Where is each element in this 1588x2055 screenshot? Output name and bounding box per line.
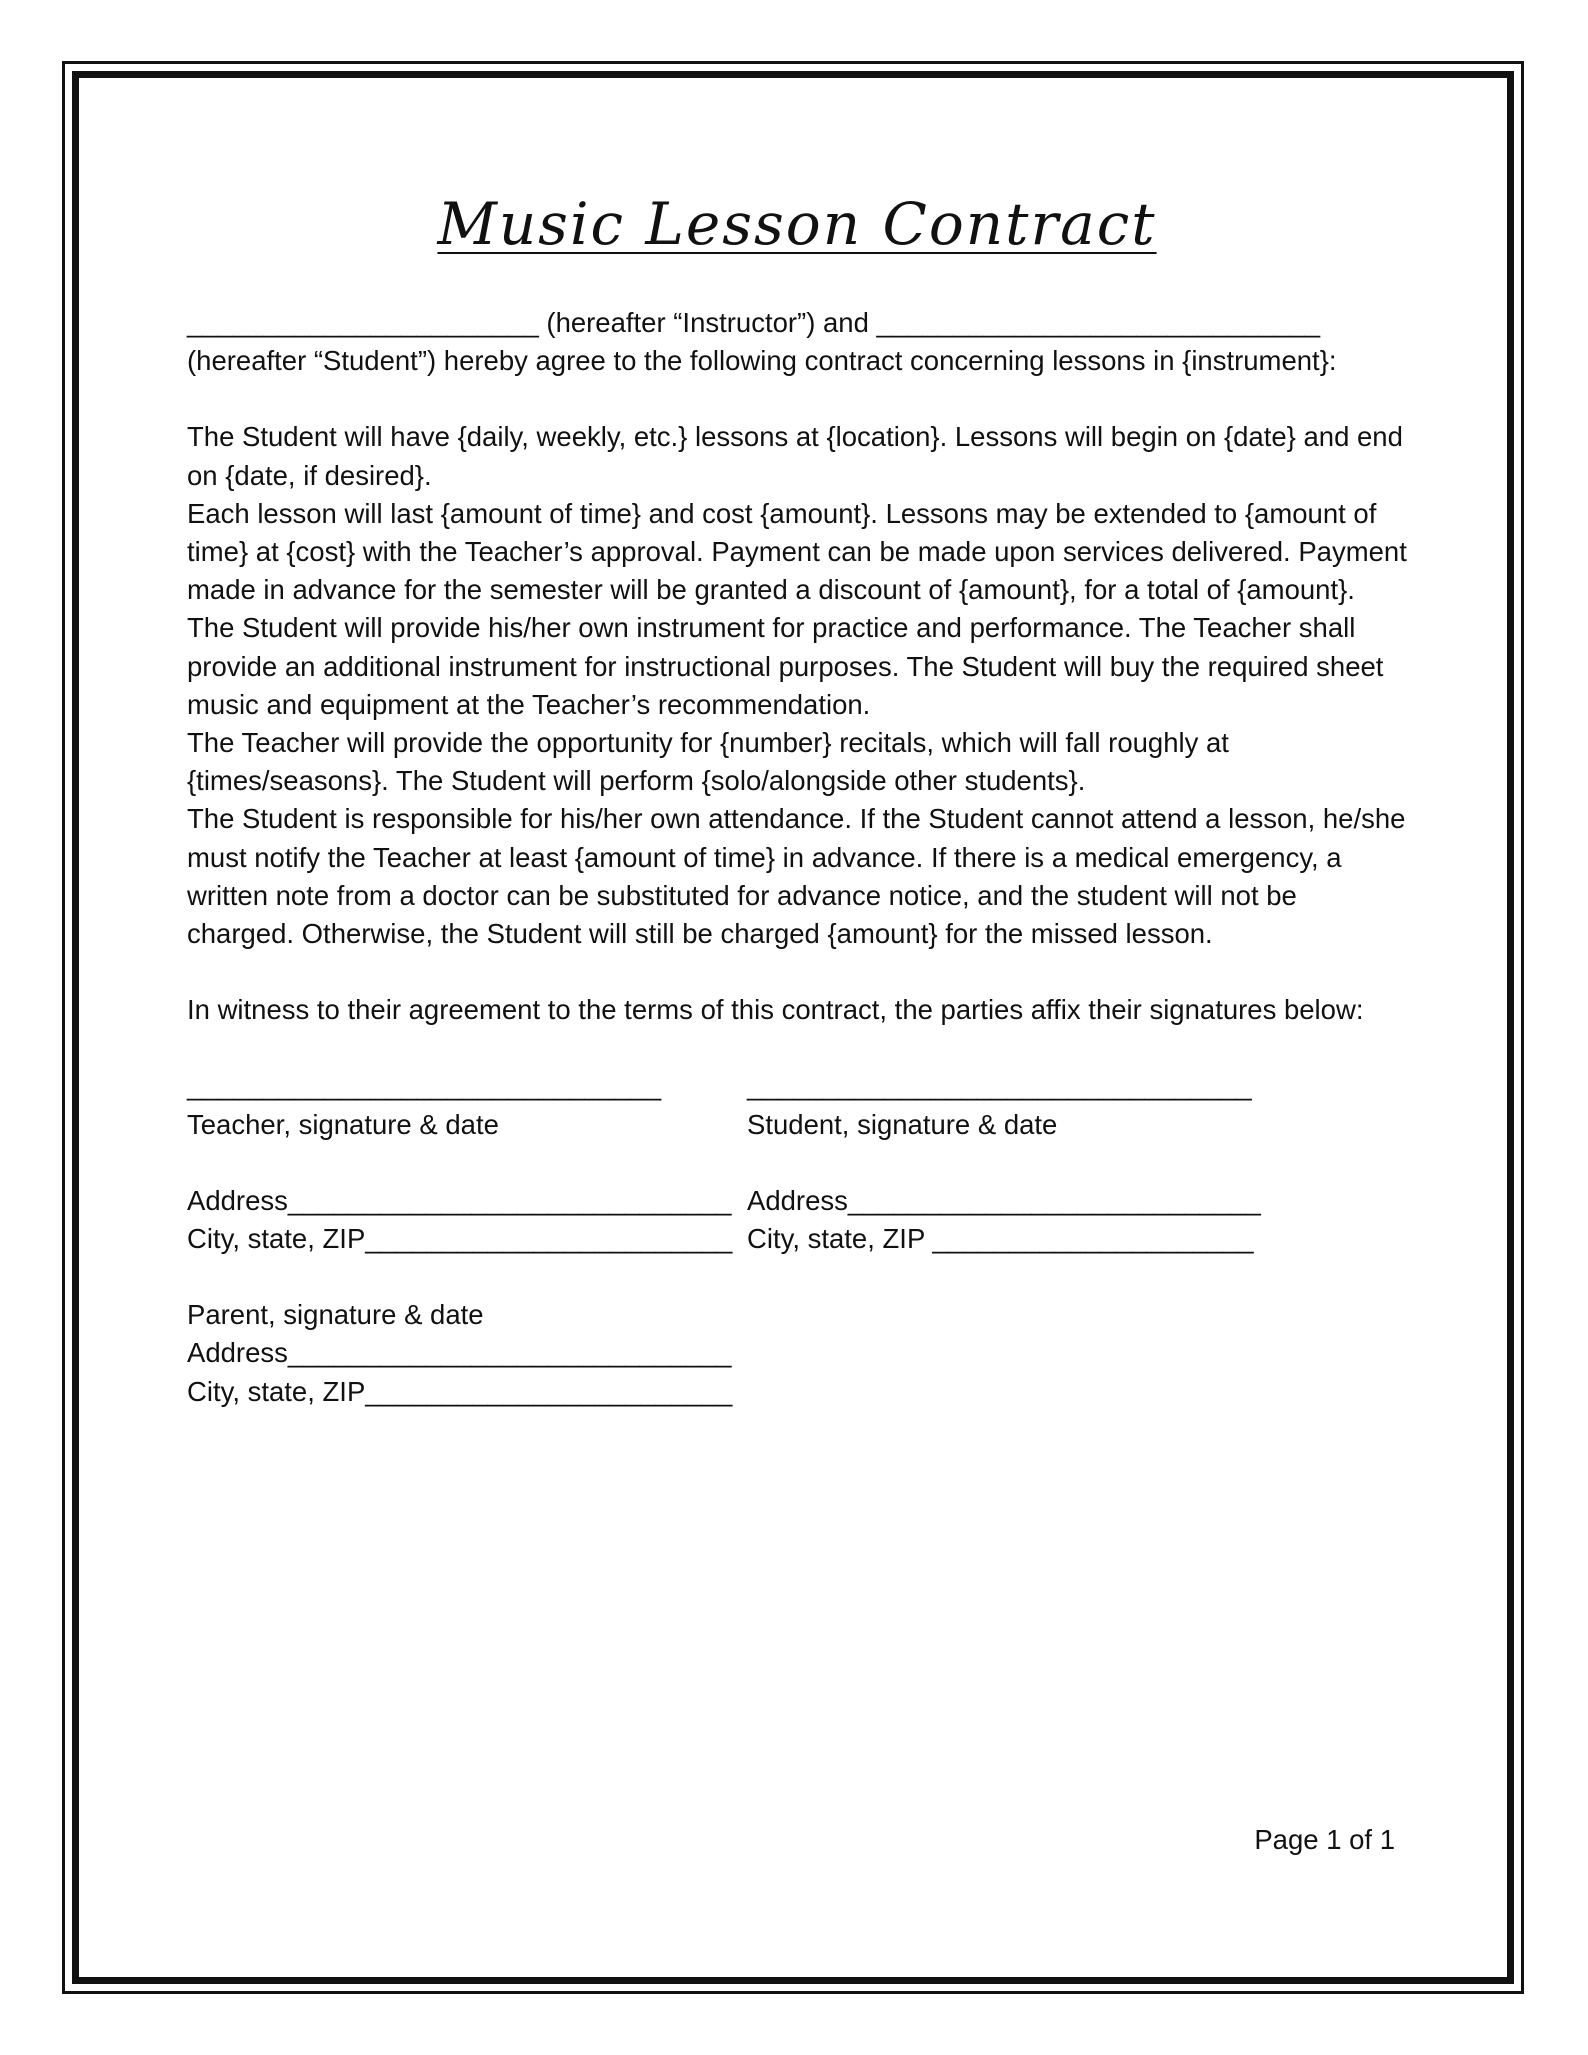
term-paragraph: Each lesson will last {amount of time} and cost {amount}. Lessons may be extended to {amount of time} at {cost} with the Teacher’s approval. Payment can be made upon services delivered. Payment made in advance for the semester will be granted a discount of {amount}, for a total of {amount}. [187, 497, 1407, 606]
witness-paragraph: In witness to their agreement to the terms of this contract, the parties affix their signatures below: [187, 994, 1364, 1026]
parent-city-field: City, state, ZIP________________________ [187, 1375, 733, 1407]
signature-labels [187, 1106, 1407, 1144]
teacher-signature-line: _______________________________ [187, 1070, 662, 1102]
parent-address-field: Address_____________________________ [187, 1337, 732, 1369]
teacher-address-field: Address_____________________________ [187, 1184, 732, 1216]
term-paragraph: The Student will provide his/her own instrument for practice and performance. The Teacher shall provide an additional instrument for instructional purposes. The Student will buy the required sheet music and equipment at the Teacher’s recommendation. [187, 612, 1384, 720]
page-number: Page 1 of 1 [1254, 1824, 1395, 1855]
contract-body [187, 190, 1407, 1411]
student-signature-line: _________________________________ [747, 1070, 1252, 1102]
city-row [187, 1220, 1407, 1258]
student-address-field: Address___________________________ [747, 1184, 1261, 1216]
teacher-city-field: City, state, ZIP________________________ [187, 1223, 733, 1255]
student-signature-label: Student, signature & date [747, 1108, 1058, 1140]
student-city-field: City, state, ZIP _____________________ [747, 1223, 1254, 1255]
document-title: Music Lesson Contract [437, 190, 1157, 258]
signature-lines [187, 1067, 1407, 1105]
address-row [187, 1182, 1407, 1220]
term-paragraph: The Student will have {daily, weekly, etc.} lessons at {location}. Lessons will begin on {date} and end on {date, if desired}. [187, 421, 1403, 491]
term-paragraph: The Teacher will provide the opportunity for {number} recitals, which will fall roughly at {times/seasons}. The Student will perform {solo/alongside other students}. [187, 727, 1229, 797]
term-paragraph: The Student is responsible for his/her own attendance. If the Student cannot attend a lesson, he/she must notify the Teacher at least {amount of time} in advance. If there is a medical emergency, a written note from a doctor can be substituted for advance notice, and the student will not be charged. Otherwise, the Student will still be charged {amount} for the missed lesson. [187, 803, 1406, 950]
intro-paragraph: _______________________ (hereafter “Instructor”) and _____________________________ (hereafter “Student”) hereby agree to the following contract concerning lessons in {instrument}: [187, 307, 1337, 377]
teacher-signature-label: Teacher, signature & date [187, 1108, 499, 1140]
parent-signature-label: Parent, signature & date [187, 1299, 484, 1331]
